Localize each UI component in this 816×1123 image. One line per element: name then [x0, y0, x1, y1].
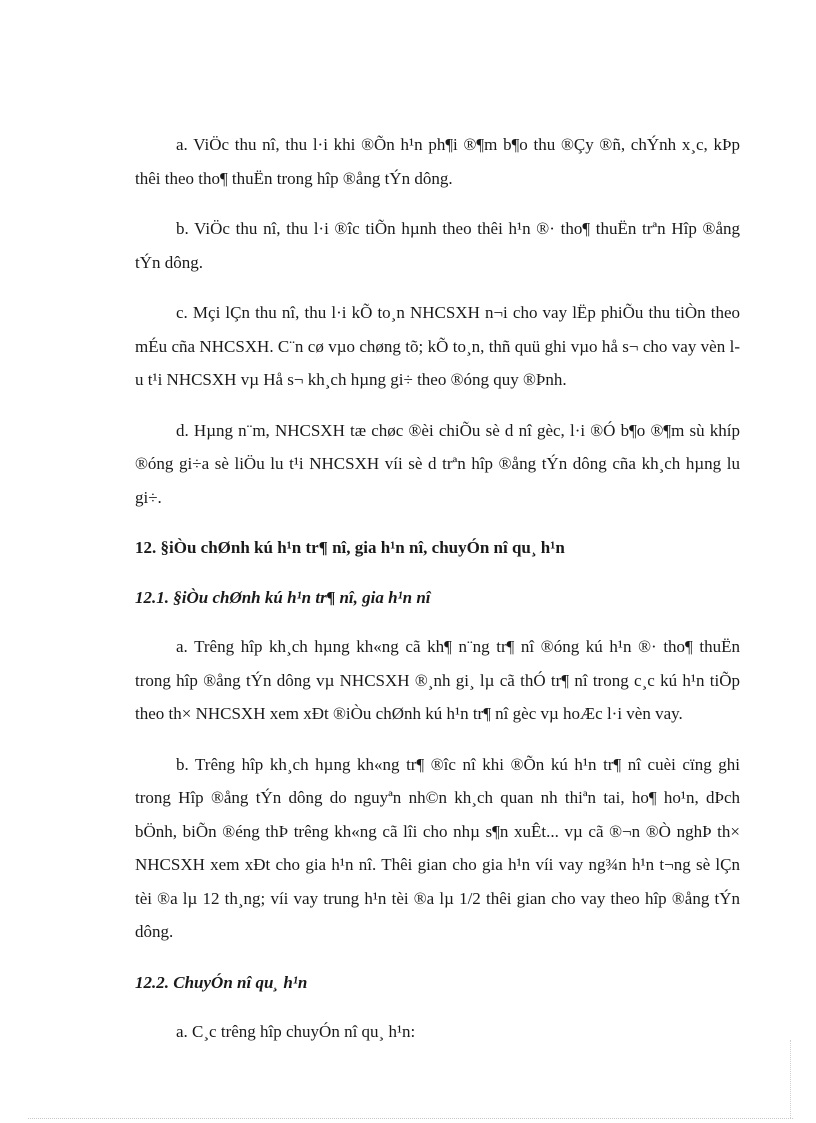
paragraph-collection-timing: a. ViÖc thu nî, thu l·i khi ®Õn h¹n ph¶i ®¶m b¶o thu ®Çy ®ñ, chÝnh x¸c, kÞp thêi theo tho¶ thuËn trong hîp ®ång tÝn dông.	[135, 135, 740, 188]
paragraph-overdue-cases: a. C¸c trêng hîp chuyÓn nî qu¸ h¹n:	[176, 1022, 416, 1041]
section-heading-12: 12. §iÒu chØnh kú h¹n tr¶ nî, gia h¹n nî, chuyÓn nî qu¸ h¹n	[135, 538, 565, 557]
subsection-heading-12-1: 12.1. §iÒu chØnh kú h¹n tr¶ nî, gia h¹n nî	[135, 587, 431, 607]
paragraph-term-adjustment: a. Trêng hîp kh¸ch hµng kh«ng cã kh¶ n¨ng tr¶ nî ®óng kú h¹n ®· tho¶ thuËn trong hîp ®ång tÝn dông vµ NHCSXH ®¸nh gi¸ lµ cã thÓ tr¶ nî trong c¸c kú h¹n tiÕp theo th× NHCSXH xem xÐt ®iÒu chØnh kú h¹n tr¶ nî gèc vµ hoÆc l·i vèn vay.	[135, 637, 740, 723]
paragraph-annual-reconciliation: d. Hµng n¨m, NHCSXH tæ chøc ®èi chiÕu sè d nî gèc, l·i ®Ó b¶o ®¶m sù khíp ®óng gi÷a sè liÖu lu t¹i NHCSXH víi sè d trªn hîp ®ång tÝn dông cña kh¸ch hµng lu gi÷.	[135, 420, 740, 507]
paragraph-collection-schedule: b. ViÖc thu nî, thu l·i ®îc tiÕn hµnh theo thêi h¹n ®· tho¶ thuËn trªn Hîp ®ång tÝn dông.	[135, 219, 740, 272]
footer-dotted-rule	[28, 1118, 793, 1119]
margin-dotted-rule	[790, 1040, 791, 1118]
subsection-heading-12-2: 12.2. ChuyÓn nî qu¸ h¹n	[135, 972, 308, 992]
document-body	[135, 128, 740, 1066]
paragraph-debt-extension: b. Trêng hîp kh¸ch hµng kh«ng tr¶ ®îc nî khi ®Õn kú h¹n tr¶ nî cuèi cïng ghi trong Hîp ®ång tÝn dông do nguyªn nh©n kh¸ch quan nh thiªn tai, ho¶ ho¹n, dÞch bÖnh, biÕn ®éng thÞ trêng kh«ng cã lîi cho nhµ s¶n xuÊt... vµ cã ®¬n ®Ò nghÞ th× NHCSXH xem xÐt cho gia h¹n nî. Thêi gian cho gia h¹n víi vay ng¾n h¹n t¬ng sè lÇn tèi ®a lµ 12 th¸ng; víi vay trung h¹n tèi ®a lµ 1/2 thêi gian cho vay theo hîp ®ång tÝn dông.	[135, 754, 740, 941]
paragraph-collection-receipt: c. Mçi lÇn thu nî, thu l·i kÕ to¸n NHCSXH n¬i cho vay lËp phiÕu thu tiÒn theo mÉu cña NHCSXH. C¨n cø vµo chøng tõ; kÕ to¸n, thñ quü ghi vµo hå s¬ cho vay vèn lu t¹i NHCSXH vµ Hå s¬ kh¸ch hµng gi÷ theo ®óng quy ®Þnh.	[135, 303, 740, 389]
